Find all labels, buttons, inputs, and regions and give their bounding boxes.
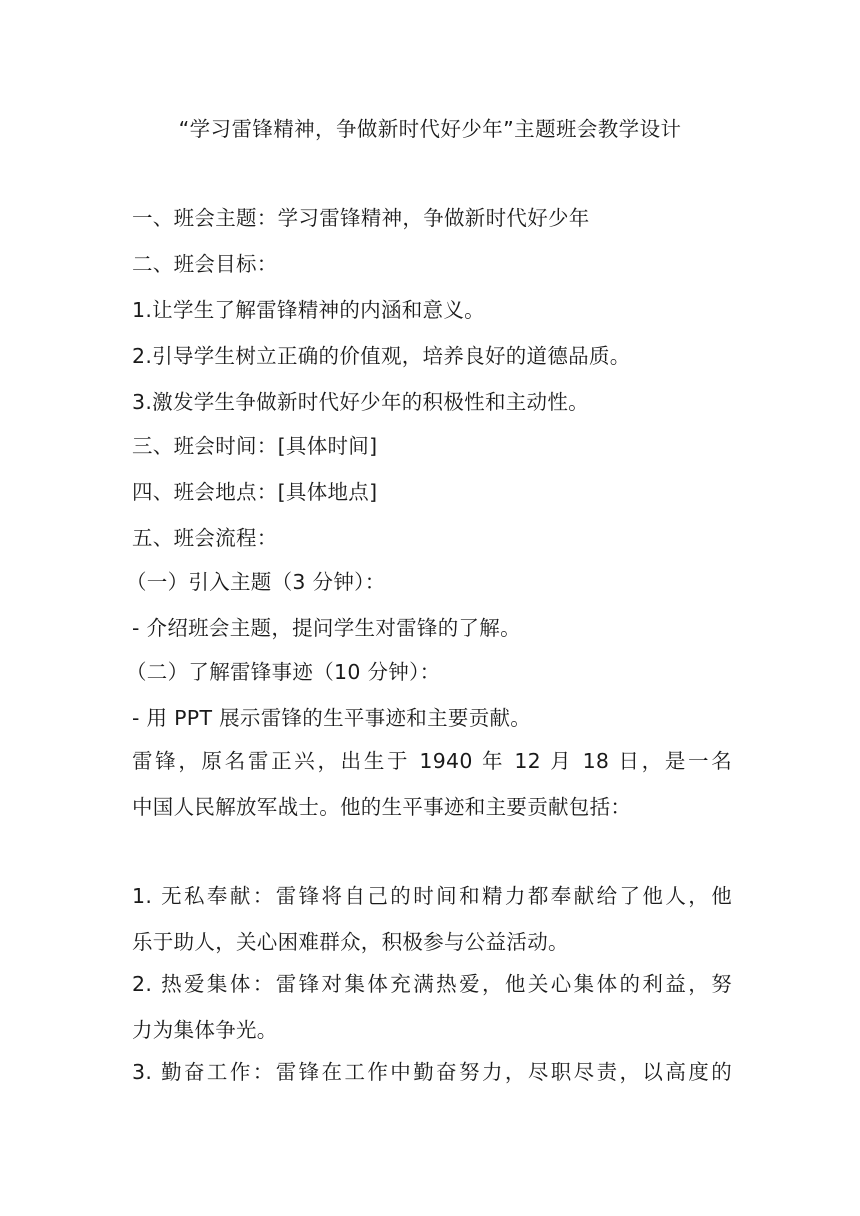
process-step-2: （二）了解雷锋事迹（10 分钟）： [126,660,441,684]
paragraph-line: 雷锋，原名雷正兴，出生于 1940 年 12 月 18 日，是一名 [132,749,732,773]
section-theme: 一、班会主题：学习雷锋精神，争做新时代好少年 [132,206,590,230]
process-step-1-detail: - 介绍班会主题，提问学生对雷锋的了解。 [132,616,521,640]
contribution-item-1: 1. 无私奉献：雷锋将自己的时间和精力都奉献给了他人，他 [132,884,732,908]
process-step-1: （一）引入主题（3 分钟）： [126,570,386,594]
contribution-item-2-cont: 力为集体争光。 [132,1018,278,1042]
section-time: 三、班会时间：[具体时间] [132,434,378,458]
paragraph-line: 中国人民解放军战士。他的生平事迹和主要贡献包括： [132,795,632,819]
section-location: 四、班会地点：[具体地点] [132,480,378,504]
section-process-heading: 五、班会流程： [132,526,278,550]
goal-item-2: 2.引导学生树立正确的价值观，培养良好的道德品质。 [132,344,631,368]
process-step-2-detail: - 用 PPT 展示雷锋的生平事迹和主要贡献。 [132,706,532,730]
document-title: “学习雷锋精神，争做新时代好少年”主题班会教学设计 [178,117,682,141]
section-goals-heading: 二、班会目标： [132,252,278,276]
goal-item-1: 1.让学生了解雷锋精神的内涵和意义。 [132,298,485,322]
contribution-item-2: 2. 热爱集体：雷锋对集体充满热爱，他关心集体的利益，努 [132,972,732,996]
contribution-item-3: 3. 勤奋工作：雷锋在工作中勤奋努力，尽职尽责，以高度的 [132,1060,732,1084]
goal-item-3: 3.激发学生争做新时代好少年的积极性和主动性。 [132,390,589,414]
contribution-item-1-cont: 乐于助人，关心困难群众，积极参与公益活动。 [132,930,569,954]
